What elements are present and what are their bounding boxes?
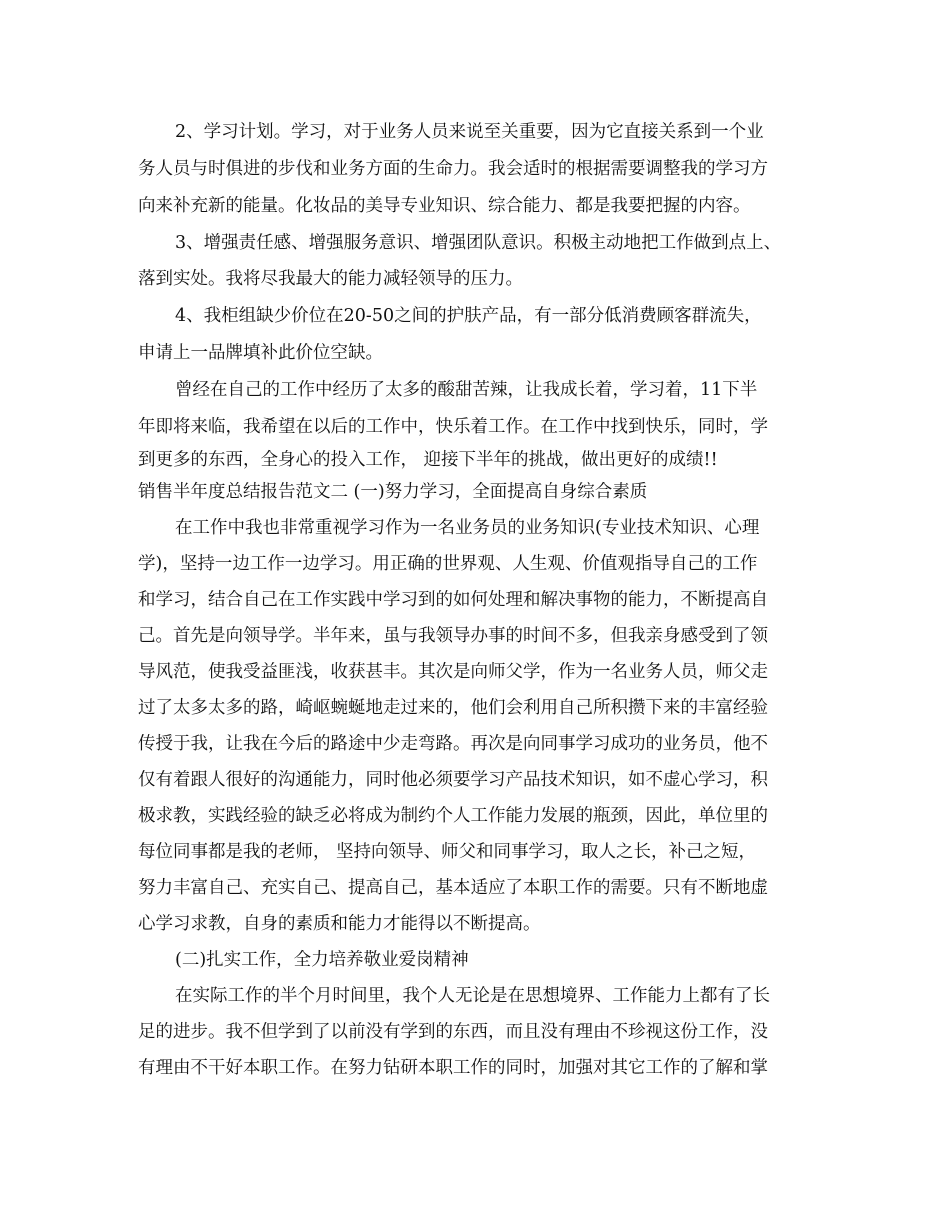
text-line: 仅有着跟人很好的沟通能力，同时他必须要学习产品技术知识，如不虚心学习，积	[138, 770, 768, 790]
section-heading-line: (二)扎实工作，全力培养敬业爱岗精神	[175, 950, 469, 970]
text-line: 极求教，实践经验的缺乏必将成为制约个人工作能力发展的瓶颈，因此，单位里的	[138, 806, 768, 826]
text-line: 曾经在自己的工作中经历了太多的酸甜苦辣，让我成长着，学习着，11下半	[175, 380, 758, 400]
text-line: 落到实处。我将尽我最大的能力减轻领导的压力。	[138, 269, 523, 289]
text-line: 年即将来临，我希望在以后的工作中，快乐着工作。在工作中找到快乐，同时，学	[138, 417, 768, 437]
text-line: 己。首先是向领导学。半年来，虽与我领导办事的时间不多，但我亲身感受到了领	[138, 626, 768, 646]
text-line: 每位同事都是我的老师， 坚持向领导、师父和同事学习，取人之长，补己之短，	[138, 842, 757, 862]
text-line: 心学习求教，自身的素质和能力才能得以不断提高。	[138, 914, 541, 934]
text-line: 和学习，结合自己在工作实践中学习到的如何处理和解决事物的能力，不断提高自	[138, 590, 768, 610]
text-line: 申请上一品牌填补此价位空缺。	[138, 343, 383, 363]
text-line: 足的进步。我不但学到了以前没有学到的东西，而且没有理由不珍视这份工作，没	[138, 1022, 768, 1042]
text-line: 导风范，使我受益匪浅，收获甚丰。其次是向师父学，作为一名业务人员，师父走	[138, 662, 768, 682]
section-heading-line: 销售半年度总结报告范文二 (一)努力学习，全面提高自身综合素质	[138, 482, 648, 502]
text-line: 4、我柜组缺少价位在20-50之间的护肤产品，有一部分低消费顾客群流失，	[175, 306, 762, 326]
text-line: 有理由不干好本职工作。在努力钻研本职工作的同时，加强对其它工作的了解和掌	[138, 1058, 768, 1078]
text-line: 2、学习计划。学习，对于业务人员来说至关重要，因为它直接关系到一个业	[175, 122, 764, 142]
text-line: 务人员与时俱进的步伐和业务方面的生命力。我会适时的根据需要调整我的学习方	[138, 159, 768, 179]
text-line: 3、增强责任感、增强服务意识、增强团队意识。积极主动地把工作做到点上、	[175, 233, 782, 253]
text-line: 向来补充新的能量。化妆品的美导专业知识、综合能力、都是我要把握的内容。	[138, 196, 751, 216]
text-line: 努力丰富自己、充实自己、提高自己，基本适应了本职工作的需要。只有不断地虚	[138, 878, 768, 898]
text-line: 学)，坚持一边工作一边学习。用正确的世界观、人生观、价值观指导自己的工作	[138, 554, 758, 574]
text-line: 传授于我，让我在今后的路途中少走弯路。再次是向同事学习成功的业务员，他不	[138, 734, 768, 754]
text-line: 在工作中我也非常重视学习作为一名业务员的业务知识(专业技术知识、心理	[175, 518, 760, 538]
text-line: 到更多的东西，全身心的投入工作， 迎接下半年的挑战，做出更好的成绩!!	[138, 450, 718, 470]
text-line: 在实际工作的半个月时间里，我个人无论是在思想境界、工作能力上都有了长	[175, 986, 770, 1006]
text-line: 过了太多太多的路，崎岖蜿蜒地走过来的，他们会利用自己所积攒下来的丰富经验	[138, 698, 768, 718]
